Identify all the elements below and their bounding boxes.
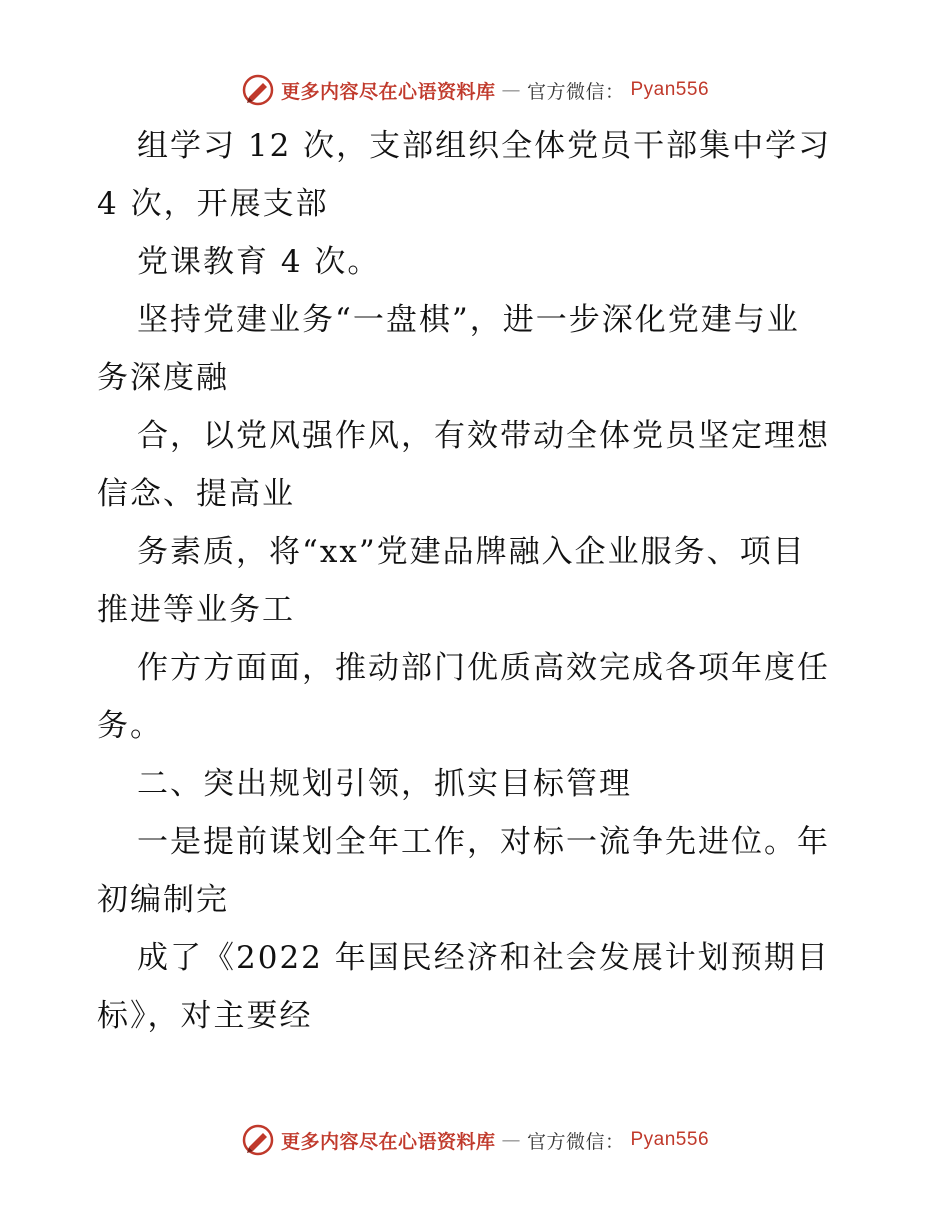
paragraph-line: 推进等业务工 [97, 592, 295, 628]
paragraph-line: 初编制完 [97, 882, 229, 918]
banner-wechat-id: Pyan556 [630, 79, 710, 100]
banner-wechat-id: Pyan556 [630, 1129, 710, 1150]
header-banner [0, 70, 950, 110]
paragraph-line: 一是提前谋划全年工作，对标一流争先进位。年 [137, 824, 830, 860]
banner-dash: — [501, 1129, 521, 1151]
paragraph-line: 作方方面面，推动部门优质高效完成各项年度任 [137, 650, 830, 686]
paragraph-line: 合，以党风强作风，有效带动全体党员坚定理想 [137, 418, 830, 454]
paragraph-line: 组学习 12 次，支部组织全体党员干部集中学习 [137, 128, 832, 164]
pen-logo-icon [241, 73, 275, 107]
banner-title: 更多内容尽在心语资料库 [280, 80, 496, 103]
banner-dash: — [501, 79, 521, 101]
paragraph-line: 坚持党建业务“一盘棋”，进一步深化党建与业 [137, 302, 800, 338]
banner-wechat-label: 官方微信： [526, 80, 625, 103]
paragraph-line: 务深度融 [97, 360, 229, 396]
paragraph-line: 务。 [97, 708, 163, 744]
paragraph-line: 成了《2022 年国民经济和社会发展计划预期目 [137, 940, 830, 976]
paragraph-line: 党课教育 4 次。 [137, 244, 381, 280]
paragraph-line: 务素质，将“xx”党建品牌融入企业服务、项目 [137, 534, 806, 570]
footer-banner [0, 1120, 950, 1160]
document-body [97, 117, 857, 1045]
banner-title: 更多内容尽在心语资料库 [280, 1130, 496, 1153]
banner-wechat-label: 官方微信： [526, 1130, 625, 1153]
section-heading: 二、突出规划引领，抓实目标管理 [137, 766, 632, 802]
paragraph-line: 信念、提高业 [97, 476, 295, 512]
pen-logo-icon [241, 1123, 275, 1157]
paragraph-line: 4 次，开展支部 [97, 186, 329, 222]
paragraph-line: 标》，对主要经 [97, 998, 313, 1034]
